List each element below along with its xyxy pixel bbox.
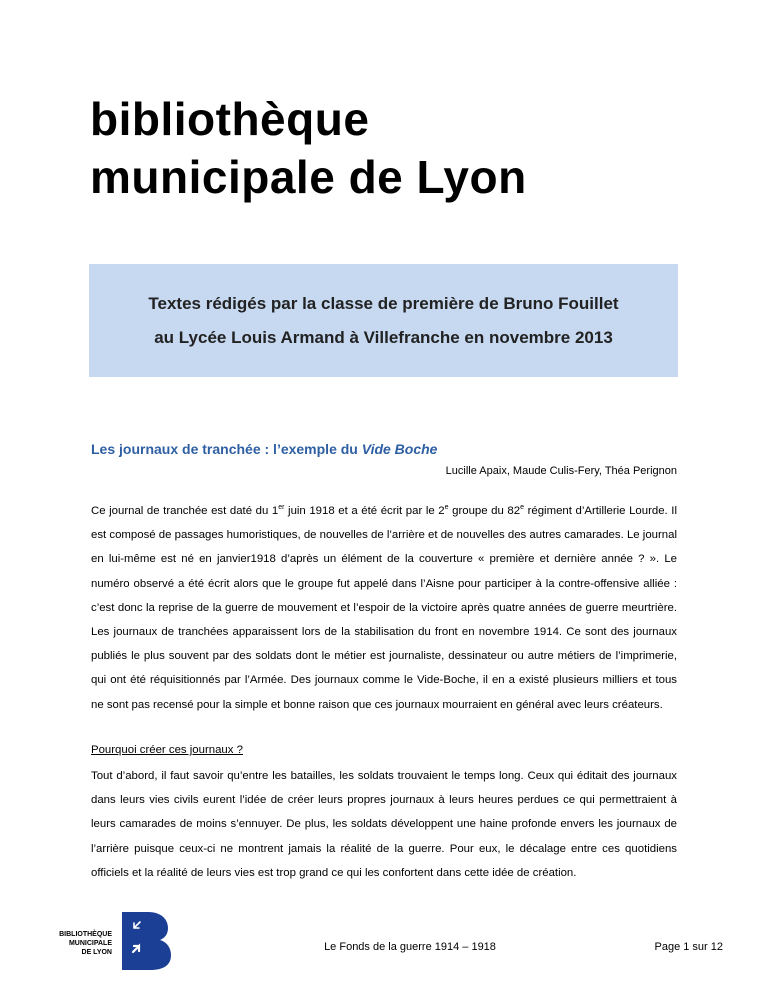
p1-part-a: Ce journal de tranchée est daté du 1 [91,505,279,517]
section-title-italic: Vide Boche [361,441,438,457]
p1-part-c: groupe du 82 [448,505,521,517]
bml-b-logo-icon [120,910,172,972]
p1-sup-2: e [444,504,449,512]
logo-text-line-1: BIBLIOTHÈQUE [59,931,112,938]
banner-box [89,264,678,377]
footer-logo-text [40,930,112,957]
section-title [91,441,437,457]
title-line-1: bibliothèque [90,93,370,145]
title-line-2: municipale de Lyon [90,151,527,203]
authors-line: Lucille Apaix, Maude Culis-Fery, Théa Perignon [445,465,677,477]
logo-text-line-3: DE LYON [81,949,112,956]
subheading: Pourquoi créer ces journaux ? [91,744,243,756]
page-title [90,90,690,206]
logo-text-line-2: MUNICIPALE [68,940,112,947]
banner-line-2: au Lycée Louis Armand à Villefranche en novembre 2013 [154,327,613,347]
p1-part-b: juin 1918 et a été écrit par le 2 [284,505,445,517]
page-number: Page 1 sur 12 [654,941,723,953]
paragraph-1 [91,499,677,717]
paragraph-2: Tout d’abord, il faut savoir qu’entre les batailles, les soldats trouvaient le temps long. Ceux qui éditait des journaux dans leurs vies civils eurent l’idée de créer leurs propres journaux à leurs heures perdues ce qui permettraient à leurs camarades de moins s’ennuyer. De plus, les soldats développent une haine profonde envers les journaux de l’arrière puisque ceux-ci ne montrent jamais la réalité de la guerre. Pour eux, le décalage entre ces quotidiens officiels et la réalité de leurs vies est trop grand ce qui les confortent dans cette idée de création. [91,770,677,879]
section-title-prefix: Les journaux de tranchée : l’exemple du [91,441,362,457]
banner-line-1: Textes rédigés par la classe de première de Bruno Fouillet [148,293,619,313]
p1-sup-1: er [278,504,285,512]
footer-title: Le Fonds de la guerre 1914 – 1918 [324,941,496,953]
p1-sup-3: e [520,504,525,512]
p1-part-d: régiment d’Artillerie Lourde. Il est composé de passages humoristiques, de nouvelles de l’arrière et de nouvelles des autres camarades. Le journal en lui-même est né en janvier1918 d’après un élément de la couverture « première et dernière année ? ». Le numéro observé a été écrit alors que le groupe fut appelé dans l’Aisne pour participer à la contre-offensive alliée : c’est donc la reprise de la guerre de mouvement et l’espoir de la victoire après quatre années de guerre meurtrière. Les journaux de tranchées apparaissent lors de la stabilisation du front en novembre 1914. Ce sont des journaux publiés le plus souvent par des soldats dont le métier est journaliste, dessinateur ou autre métiers de l’imprimerie, qui ont été réquisitionnés par l’Armée. Des journaux comme le Vide-Boche, il en a existé plusieurs milliers et tous ne sont pas recensé pour la simple et bonne raison que ces journaux mourraient en général avec leurs créateurs. [91,505,678,711]
